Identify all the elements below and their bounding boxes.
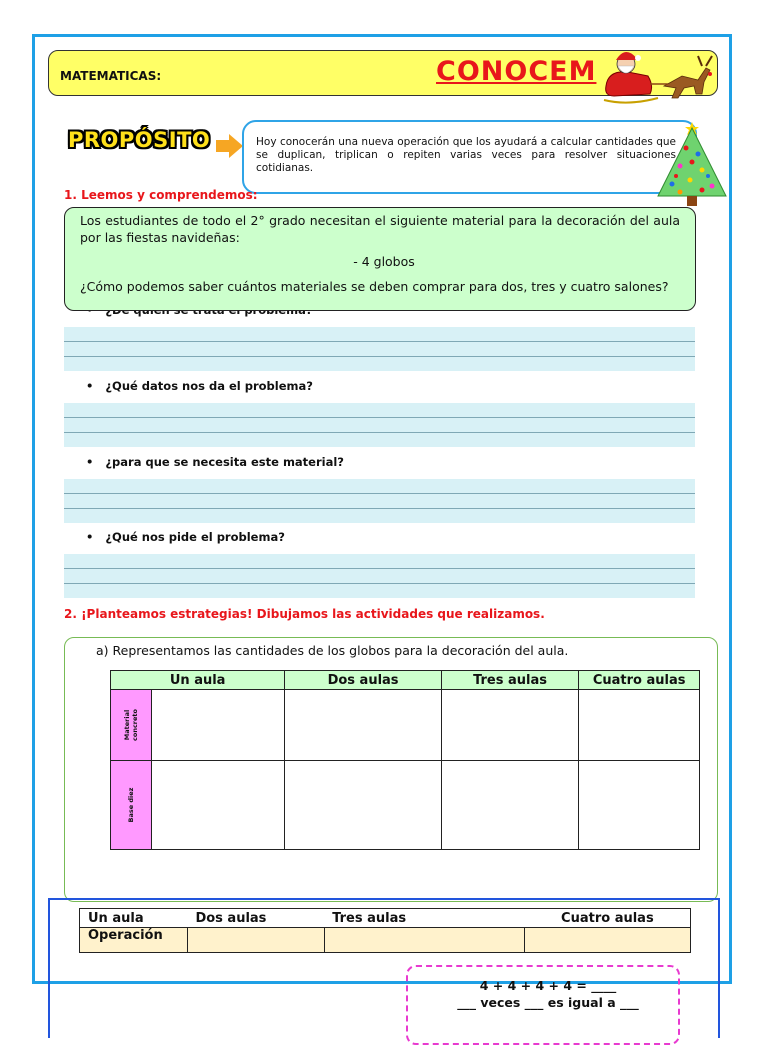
equation-line-2: ___ veces ___ es igual a ___ — [457, 995, 639, 1010]
answer-lines-1[interactable] — [64, 327, 695, 371]
step-a-text: a) Representamos las cantidades de los globos para la decoración del aula. — [96, 643, 569, 658]
problem-intro: Los estudiantes de todo el 2° grado necesitan el siguiente material para la decoración del aula por las fiestas navideñas: — [80, 213, 680, 245]
operation-row — [80, 928, 691, 953]
question-4 — [86, 530, 285, 544]
cell-base-un-aula[interactable] — [151, 761, 284, 850]
cell-base-dos-aulas[interactable] — [285, 761, 441, 850]
table-row — [111, 690, 700, 761]
op-header-cuatro-aulas: Cuatro aulas — [525, 909, 691, 928]
operation-header-row — [80, 909, 691, 928]
purpose-text: Hoy conocerán una nueva operación que los ayudará a calcular cantidades que se duplican, triplican o repiten varias veces para resolver situaciones cotidianas. — [256, 136, 676, 174]
arrow-right-icon — [216, 140, 230, 152]
operation-table — [79, 908, 691, 953]
row-label-base — [111, 761, 152, 850]
op-cell-tres-aulas[interactable] — [324, 928, 525, 953]
op-header-dos-aulas: Dos aulas — [187, 909, 324, 928]
subject-label: MATEMATICAS: — [60, 69, 162, 83]
header-un-aula: Un aula — [111, 671, 285, 690]
section2-heading: 2. ¡Planteamos estrategias! Dibujamos las actividades que realizamos. — [64, 607, 545, 621]
cell-base-cuatro-aulas[interactable] — [579, 761, 700, 850]
christmas-tree-icon — [656, 118, 728, 208]
section1-heading: 1. Leemos y comprendemos: — [64, 188, 258, 202]
header-dos-aulas: Dos aulas — [285, 671, 441, 690]
cell-material-cuatro-aulas[interactable] — [579, 690, 700, 761]
representation-table — [110, 670, 700, 850]
cell-base-tres-aulas[interactable] — [441, 761, 579, 850]
arrow-right-icon-head — [229, 134, 243, 158]
op-cell-cuatro-aulas[interactable] — [525, 928, 691, 953]
answer-lines-2[interactable] — [64, 403, 695, 447]
bullet: • — [86, 455, 106, 469]
table-row — [111, 761, 700, 850]
answer-lines-4[interactable] — [64, 554, 695, 598]
row-label-material — [111, 690, 152, 761]
op-header-un-aula: Un aula — [80, 909, 188, 928]
header-cuatro-aulas: Cuatro aulas — [579, 671, 700, 690]
cell-material-un-aula[interactable] — [151, 690, 284, 761]
problem-item: - 4 globos — [353, 254, 415, 269]
page-title: CONOCEM — [436, 56, 597, 87]
question-3-text: ¿para que se necesita este material? — [105, 455, 344, 469]
equation-line-1: 4 + 4 + 4 + 4 = ____ — [479, 978, 617, 993]
table-header-row — [111, 671, 700, 690]
op-cell-dos-aulas[interactable] — [187, 928, 324, 953]
header-tres-aulas: Tres aulas — [441, 671, 579, 690]
answer-lines-3[interactable] — [64, 479, 695, 523]
question-2-text: ¿Qué datos nos da el problema? — [105, 379, 313, 393]
cell-material-tres-aulas[interactable] — [441, 690, 579, 761]
bullet: • — [86, 379, 106, 393]
question-2 — [86, 379, 313, 393]
op-header-tres-aulas: Tres aulas — [324, 909, 525, 928]
op-row-label: Operación — [80, 928, 188, 953]
problem-question: ¿Cómo podemos saber cuántos materiales se deben comprar para dos, tres y cuatro salones? — [80, 279, 669, 294]
question-4-text: ¿Qué nos pide el problema? — [105, 530, 285, 544]
row-label-base-text: Base diez — [126, 787, 135, 823]
purpose-badge: PROPÓSITO — [68, 128, 211, 152]
santa-sleigh-icon — [598, 46, 718, 108]
question-3 — [86, 455, 344, 469]
row-label-material-text: Material concreto — [122, 709, 139, 741]
bullet: • — [86, 530, 106, 544]
cell-material-dos-aulas[interactable] — [285, 690, 441, 761]
